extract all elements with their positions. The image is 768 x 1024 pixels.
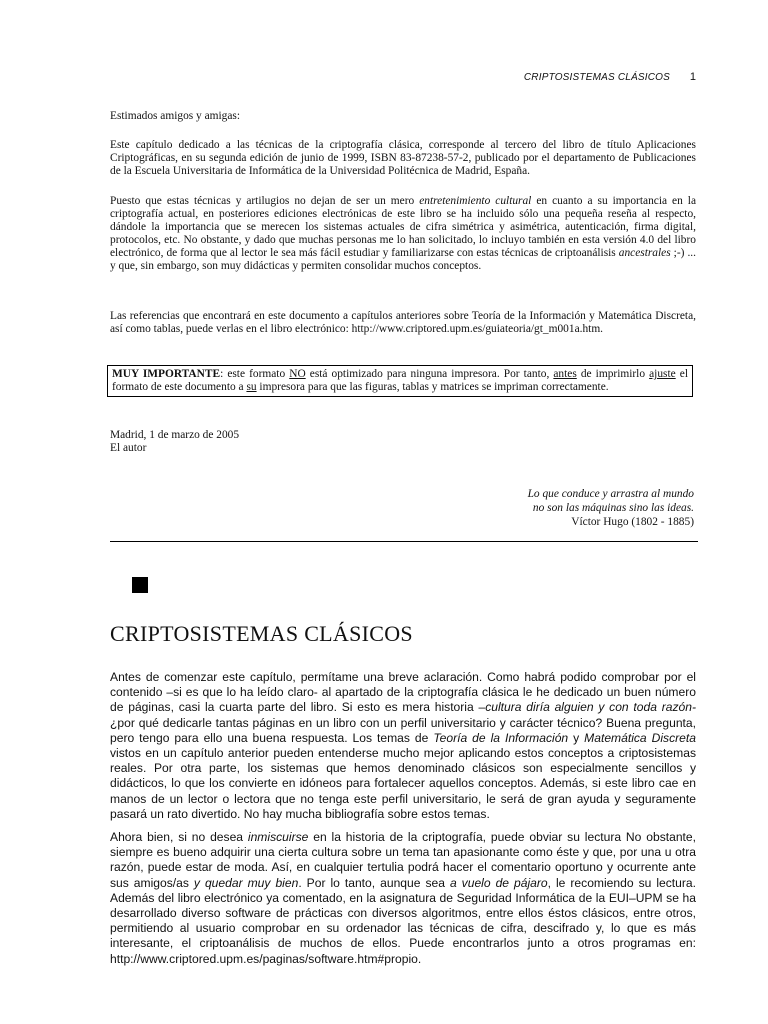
preface-paragraph-2: Puesto que estas técnicas y artilugios no dejan de ser un mero entretenimiento cultural en cuanto a su importancia en la criptografía actual, en posteriores ediciones electrónicas de este libro se ha incluido sólo una pequeña reseña al respecto, dándole la importancia que se merecen los sistemas actuales de cifra simétrica y asimétrica, autenticación, firma digital, protocolos, etc. No obstante, y dado que muchas personas me lo han solicitado, lo incluyo también en esta versión 4.0 del libro electrónico, de forma que al lector le sea más fácil estudiar y familiarizarse con estas técnicas de criptoanálisis ancestrales ;-) ... y que, sin embargo, son muy didácticas y permiten consolidar muchos conceptos. [110,195,697,272]
page-number: 1 [689,71,696,83]
preface-paragraph-3: Las referencias que encontrará en este documento a capítulos anteriores sobre Teoría de la Información y Matemática Discreta, así como tablas, puede verlas en el libro electrónico: http://www.criptored.upm.es/guiateoria/gt_m001a.htm. [110,310,696,335]
quote-line-1: Lo que conduce y arrastra al mundo [527,488,694,500]
epigraph-quote [374,487,694,529]
preface-paragraph-1: Este capítulo dedicado a las técnicas de la criptografía clásica, corresponde al tercero del libro de título Aplicaciones Criptográficas, en su segunda edición de junio de 1999, ISBN 83-87238-57-2, publicado por el departamento de Publicaciones de la Escuela Universitaria de Informática de la Universidad Politécnica de Madrid, España. [110,139,696,177]
chapter-title: CRIPTOSISTEMAS CLÁSICOS [110,621,413,646]
black-square-bullet-icon [132,577,148,593]
signoff-author: El autor [110,442,147,454]
quote-line-2: no son las máquinas sino las ideas. [532,502,694,514]
signoff-date: Madrid, 1 de marzo de 2005 [110,429,240,441]
chapter-paragraph-1: Antes de comenzar este capítulo, permítame una breve aclaración. Como habrá podido comprobar por el contenido –si es que lo ha leído claro- al apartado de la criptografía clásica le he dedicado un buen número de páginas, casi la cuarta parte del libro. Si esto es mera historia –cultura diría alguien y con toda razón- ¿por qué dedicarle tantas páginas en un libro con un perfil universitario y carácter técnico? Buena pregunta, pero tengo para ello una buena respuesta. Los temas de Teoría de la Información y Matemática Discreta vistos en un capítulo anterior pueden entenderse mucho mejor aplicando estos conceptos a criptosistemas reales. Por otra parte, los sistemas que hemos denominado clásicos son especialmente sencillos y didácticos, lo que los convierte en idóneos para fortalecer aquellos conceptos. Además, si este libro cae en manos de un lector o lectora que no tenga este perfil universitario, le será de gran ayuda y seguramente pasará un rato divertido. No hay mucha bibliografía sobre estos temas. [110,670,696,821]
chapter-paragraph-2: Ahora bien, si no desea inmiscuirse en la historia de la criptografía, puede obviar su lectura No obstante, siempre es bueno adquirir una cierta cultura sobre un tema tan apasionante como éste y que, por una u otra razón, puede estar de moda. Así, en cualquier tertulia podrá hacer el comentario oportuno y ocurrente ante sus amigos/as y quedar muy bien. Por lo tanto, aunque sea a vuelo de pájaro, le recomiendo su lectura. Además del libro electrónico ya comentado, en la asignatura de Seguridad Informática de la EUI–UPM se ha desarrollado diverso software de prácticas con diversos algoritmos, entre ellos éstos clásicos, entre otros, permitiendo al usuario comprobar en su ordenador las técnicas de cifra, descifrado y, lo que es más interesante, el criptoanálisis de muchos de ellos. Puede encontrarlos junto a otros programas en: http://www.criptored.upm.es/paginas/software.htm#propio. [110,830,696,966]
running-title: CRIPTOSISTEMAS CLÁSICOS [523,72,670,83]
important-notice-box: MUY IMPORTANTE: este formato NO está optimizado para ninguna impresora. Por tanto, antes de imprimirlo ajuste el formato de este documento a su impresora para que las figuras, tablas y matrices se impriman correctamente. [107,365,693,397]
greeting: Estimados amigos y amigas: [110,110,241,122]
quote-attribution: Víctor Hugo (1802 - 1885) [571,516,694,528]
signoff [110,429,696,455]
page-header [110,70,700,86]
notice-heading: MUY IMPORTANTE [112,368,221,380]
horizontal-rule [110,541,698,542]
